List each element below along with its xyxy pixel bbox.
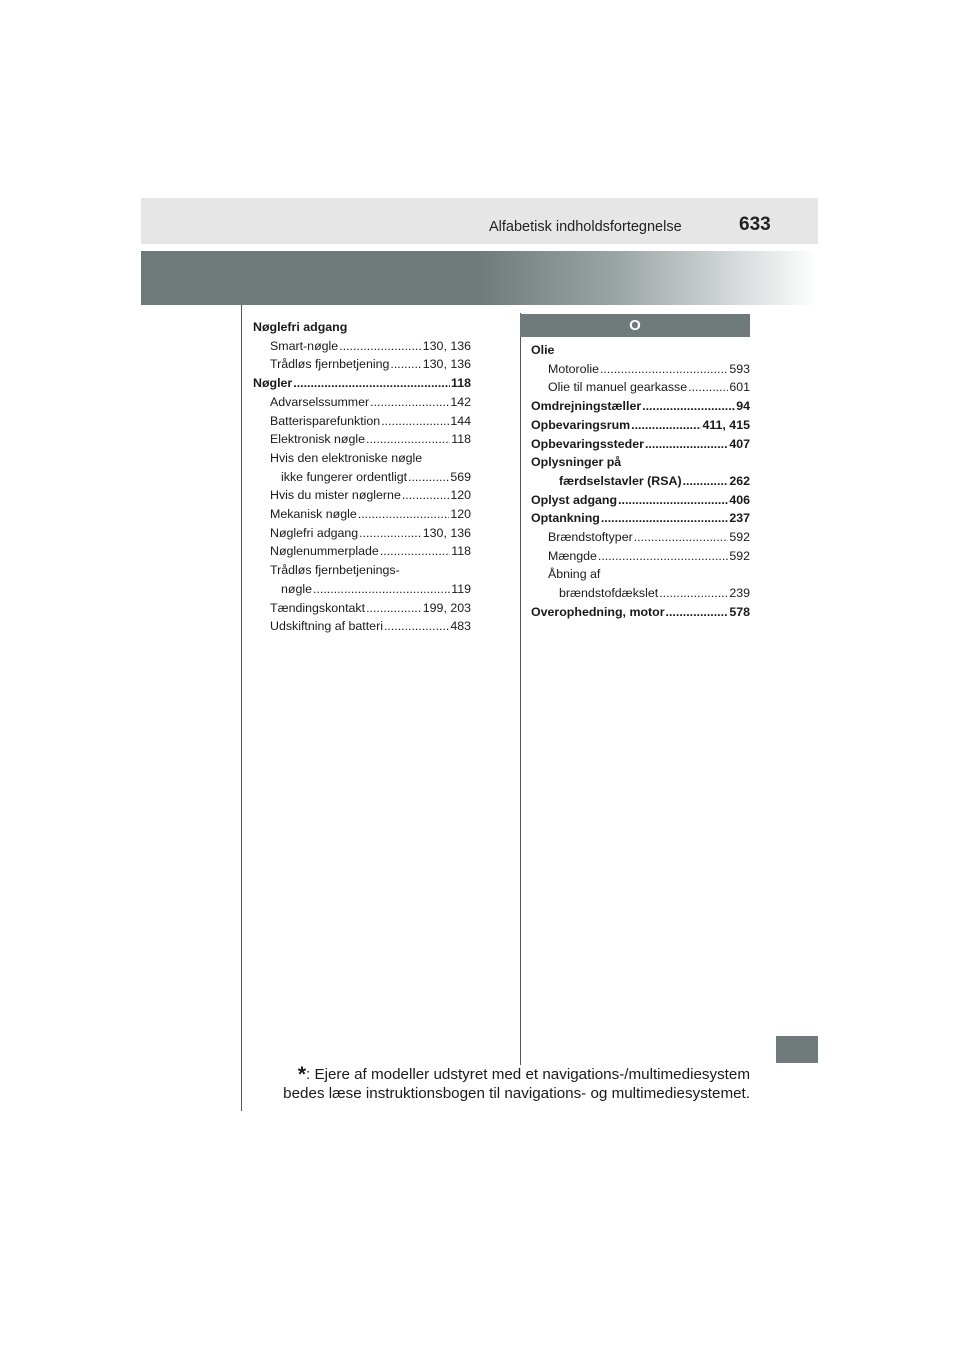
index-entry-label: Trådløs fjernbetjening <box>270 357 390 372</box>
index-entry <box>531 435 750 454</box>
section-letter-bar <box>520 314 750 337</box>
index-entry-label: Nøglefri adgang <box>270 525 359 540</box>
index-entry-pages: 578 <box>729 604 750 619</box>
index-entry-pages: 130, 136 <box>422 338 471 353</box>
index-entry-label: brændstofdækslet <box>559 586 659 601</box>
index-entry <box>253 393 471 412</box>
index-entry-label: Trådløs fjernbetjenings- <box>270 563 400 578</box>
index-entry <box>253 580 471 599</box>
dot-leader <box>370 393 449 412</box>
index-entry <box>531 491 750 510</box>
index-entry-label: Tændingskontakt <box>270 600 366 615</box>
index-entry <box>253 449 471 468</box>
index-entry-pages: 120 <box>450 488 471 503</box>
index-entry <box>531 547 750 566</box>
index-entry <box>253 524 471 543</box>
index-entry-label: Omdrejningstæller <box>531 399 642 414</box>
header-band <box>141 251 818 305</box>
index-entry <box>253 599 471 618</box>
index-entry <box>531 360 750 379</box>
index-entry-pages: 130, 136 <box>422 357 471 372</box>
index-entry-label: Nøglefri adgang <box>253 320 348 334</box>
index-entry-pages: 118 <box>451 376 471 391</box>
header-strip <box>141 198 818 244</box>
index-entry-pages: 237 <box>729 511 750 526</box>
index-entry-label: Hvis den elektroniske nøgle <box>270 450 423 465</box>
index-entry <box>253 468 471 487</box>
dot-leader <box>666 603 729 622</box>
index-entry <box>531 397 750 416</box>
dot-leader <box>408 468 449 487</box>
index-entry <box>253 374 471 393</box>
dot-leader <box>618 491 728 510</box>
index-entry <box>253 355 471 374</box>
index-entry-pages: 239 <box>729 586 750 601</box>
index-entry-pages: 130, 136 <box>422 525 471 540</box>
column-divider <box>520 313 521 1065</box>
index-entry <box>531 584 750 603</box>
index-entry-label: Åbning af <box>548 567 601 582</box>
index-entry <box>253 617 471 636</box>
index-entry-label: Optankning <box>531 511 600 526</box>
dot-leader <box>359 524 422 543</box>
index-entry-pages: 592 <box>729 530 750 545</box>
index-entry-label: Nøgler <box>253 376 293 391</box>
index-entry-label: Elektronisk nøgle <box>270 432 366 447</box>
index-entry-label: Mekanisk nøgle <box>270 507 357 522</box>
index-entry-pages: 119 <box>451 581 471 596</box>
dot-leader <box>293 374 450 393</box>
index-entry <box>531 472 750 491</box>
page-number: 633 <box>739 214 771 235</box>
index-entry-label: Brændstoftyper <box>548 530 633 545</box>
index-entry-pages: 592 <box>729 548 750 563</box>
index-entry-label: ikke fungerer ordentligt <box>281 469 408 484</box>
page-title: Alfabetisk indholdsfortegnelse <box>489 219 682 235</box>
index-entry-label: Smart-nøgle <box>270 338 339 353</box>
index-entry-pages: 120 <box>450 507 471 522</box>
dot-leader <box>313 580 450 599</box>
index-entry <box>531 509 750 528</box>
dot-leader <box>366 599 422 618</box>
section-tab <box>776 1036 818 1063</box>
index-entry <box>253 337 471 356</box>
dot-leader <box>642 397 735 416</box>
index-entry-pages: 411, 415 <box>702 417 750 432</box>
index-column-left <box>253 318 471 636</box>
dot-leader <box>381 412 449 431</box>
index-entry-label: Olie <box>531 343 555 357</box>
index-entry <box>531 416 750 435</box>
index-entry <box>253 430 471 449</box>
dot-leader <box>402 486 449 505</box>
dot-leader <box>645 435 728 454</box>
index-entry-label: Oplyst adgang <box>531 492 618 507</box>
dot-leader <box>598 547 728 566</box>
index-entry-pages: 407 <box>729 436 750 451</box>
index-entry <box>253 318 471 337</box>
dot-leader <box>659 584 728 603</box>
index-entry-pages: 144 <box>450 413 471 428</box>
index-entry <box>253 486 471 505</box>
footnote-marker: * <box>297 1063 306 1086</box>
dot-leader <box>631 416 701 435</box>
index-entry-label: Oplysninger på <box>531 455 622 470</box>
dot-leader <box>634 528 729 547</box>
index-entry-pages: 199, 203 <box>422 600 471 615</box>
index-entry-pages: 601 <box>729 380 750 395</box>
dot-leader <box>358 505 450 524</box>
index-entry <box>531 341 750 360</box>
index-entry-label: Mængde <box>548 548 597 563</box>
dot-leader <box>366 430 450 449</box>
index-entry-label: Udskiftning af batteri <box>270 619 383 634</box>
index-entry-label: Hvis du mister nøglerne <box>270 488 401 503</box>
index-entry-pages: 406 <box>729 492 750 507</box>
index-entry-label: Overophedning, motor <box>531 604 665 619</box>
left-margin-rule <box>241 305 242 1111</box>
index-column-right <box>531 341 750 622</box>
index-entry <box>531 453 750 472</box>
dot-leader <box>380 542 450 561</box>
section-letter: O <box>629 317 641 334</box>
index-entry <box>253 542 471 561</box>
dot-leader <box>390 355 421 374</box>
index-entry-label: Opbevaringsrum <box>531 417 631 432</box>
index-entry-label: Opbevaringssteder <box>531 436 644 451</box>
dot-leader <box>688 378 728 397</box>
index-entry-pages: 94 <box>736 399 750 414</box>
index-entry-label: Motorolie <box>548 361 599 376</box>
index-entry <box>531 603 750 622</box>
index-entry <box>531 565 750 584</box>
index-entry-label: Batterisparefunktion <box>270 413 381 428</box>
index-entry-label: nøgle <box>281 581 312 596</box>
footnote-line-2: bedes læse instruktionsbogen til navigations- og multimediesystemet. <box>283 1085 750 1102</box>
dot-leader <box>339 337 422 356</box>
index-entry-pages: 483 <box>450 619 471 634</box>
footnote-line-1: : Ejere af modeller udstyret med et navigations-/multimediesystem <box>306 1066 750 1083</box>
index-entry <box>531 528 750 547</box>
index-entry <box>531 378 750 397</box>
dot-leader <box>600 360 728 379</box>
index-entry-pages: 569 <box>450 469 471 484</box>
dot-leader <box>601 509 728 528</box>
index-entry-label: Advarselssummer <box>270 394 370 409</box>
index-entry-label: færdselstavler (RSA) <box>559 473 682 488</box>
index-entry <box>253 561 471 580</box>
footnote <box>250 1065 750 1103</box>
index-entry <box>253 505 471 524</box>
index-entry-label: Nøglenummerplade <box>270 544 379 559</box>
index-entry <box>253 412 471 431</box>
dot-leader <box>683 472 729 491</box>
index-entry-label: Olie til manuel gearkasse <box>548 380 688 395</box>
index-entry-pages: 118 <box>451 432 471 447</box>
index-entry-pages: 142 <box>450 394 471 409</box>
index-entry-pages: 593 <box>729 361 750 376</box>
index-entry-pages: 262 <box>729 473 750 488</box>
dot-leader <box>384 617 449 636</box>
index-entry-pages: 118 <box>451 544 471 559</box>
